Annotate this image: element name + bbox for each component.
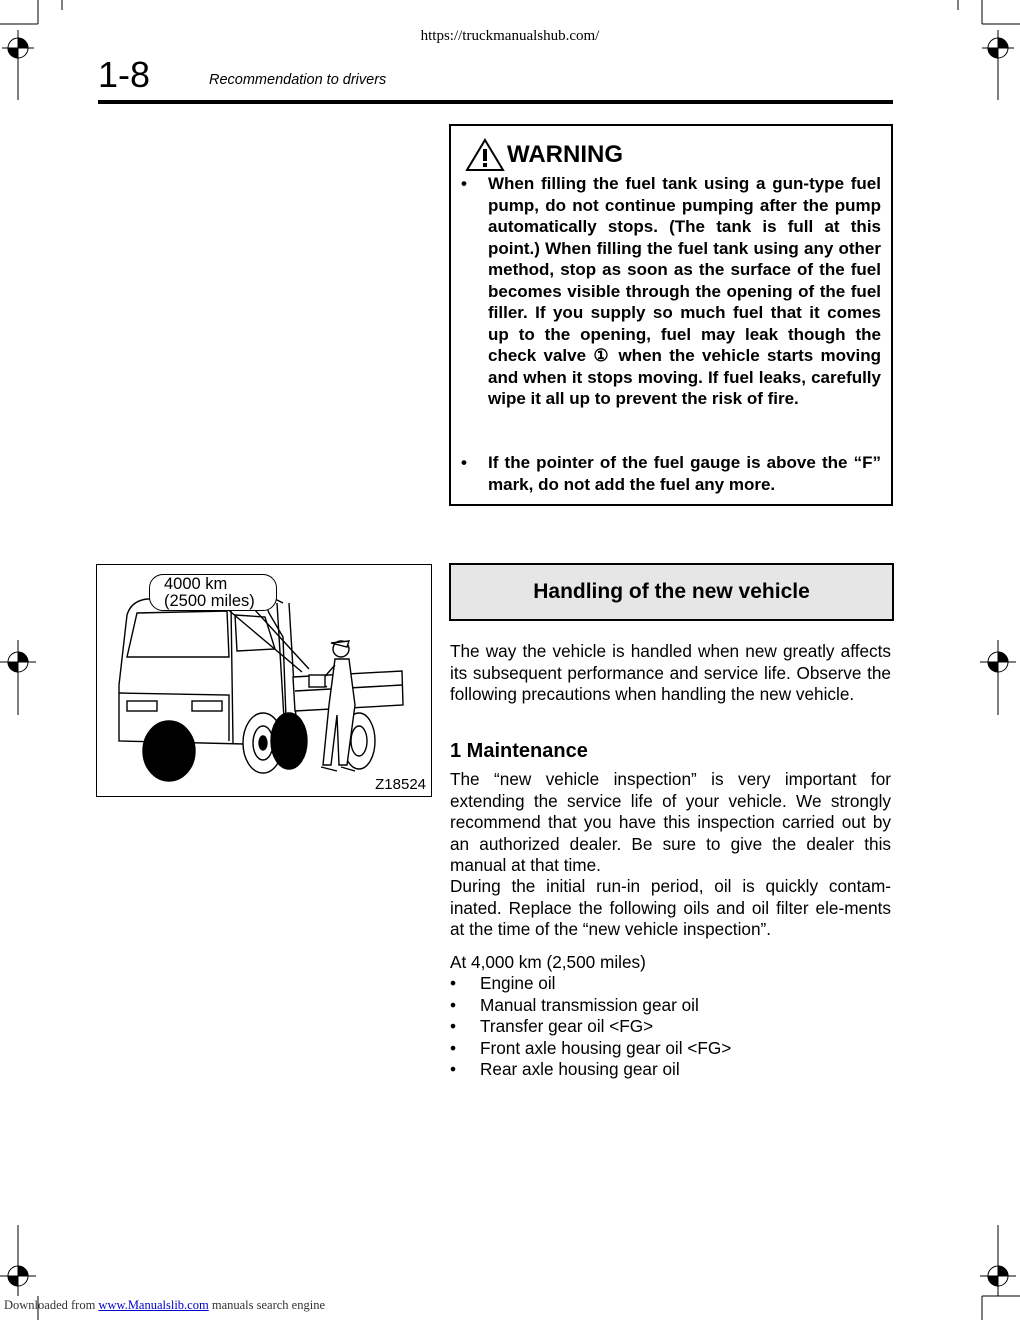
- warning-triangle-icon: [465, 138, 505, 172]
- bullet-icon: •: [450, 1016, 457, 1036]
- maintenance-paragraph: The “new vehicle inspection” is very important for extending the service life of your vehicle. We strongly recommend that you have this inspection carried out by an authorized dealer. Be sure to give the dealer this manual at that time.: [450, 769, 891, 875]
- header-rule: [98, 100, 893, 104]
- warning-title: WARNING: [507, 141, 623, 168]
- subheading-maintenance: 1 Maintenance: [450, 740, 588, 762]
- footer: [4, 1298, 325, 1313]
- warning-bullet: [461, 452, 881, 495]
- warning-bullet: [461, 173, 881, 410]
- list-item: • Manual transmission gear oil: [450, 995, 699, 1015]
- list-intro: At 4,000 km (2,500 miles): [450, 952, 646, 972]
- figure-code: Z18524: [375, 776, 426, 793]
- page-number: 1-8: [98, 54, 151, 95]
- truck-illustration: [96, 564, 432, 797]
- callout-miles: (2500 miles): [164, 592, 255, 610]
- footer-suffix: manuals search engine: [211, 1298, 325, 1312]
- bullet-icon: •: [450, 1059, 457, 1079]
- warning-box: [449, 124, 893, 506]
- section-title: Recommendation to drivers: [209, 72, 387, 88]
- oil-paragraph: During the initial run-in period, oil is quickly contam-inated. Replace the following oils and oil filter ele-ments at the time of the “new vehicle inspection”.: [450, 876, 891, 939]
- footer-prefix: Downloaded from: [4, 1298, 96, 1312]
- list-item: • Engine oil: [450, 973, 556, 993]
- warning-bullet-text: When filling the fuel tank using a gun-type fuel pump, do not continue pumping after the pump automatically stops. (The tank is full at this point.) When filling the fuel tank using any other method, stop as soon as the surface of the fuel becomes visible through the opening of the fuel filler. If you supply so much fuel that it comes up to the opening, fuel may leak though the check valve ① when the vehicle starts moving and when it stops moving. If fuel leaks, carefully wipe it all up to prevent the risk of fire.: [488, 174, 881, 408]
- bullet-icon: •: [461, 453, 467, 472]
- bullet-icon: •: [450, 995, 457, 1015]
- warning-bullet-text: If the pointer of the fuel gauge is above the “F” mark, do not add the fuel any more.: [488, 453, 881, 494]
- section-heading: Handling of the new vehicle: [449, 563, 894, 621]
- bullet-icon: •: [461, 174, 467, 193]
- list-item: • Rear axle housing gear oil: [450, 1059, 680, 1079]
- mileage-callout: [149, 574, 277, 611]
- warning-header: [465, 138, 623, 172]
- intro-paragraph: The way the vehicle is handled when new greatly affects its subsequent performance and service life. Observe the following precautions when handling the new vehicle.: [450, 641, 891, 704]
- source-url[interactable]: https://truckmanualshub.com/: [420, 28, 600, 44]
- list-item: • Front axle housing gear oil <FG>: [450, 1038, 732, 1058]
- list-item: • Transfer gear oil <FG>: [450, 1016, 654, 1036]
- manualslib-link[interactable]: www.Manualslib.com: [98, 1298, 209, 1312]
- bullet-icon: •: [450, 1038, 457, 1058]
- bullet-icon: •: [450, 973, 457, 993]
- callout-km: 4000 km: [164, 575, 228, 593]
